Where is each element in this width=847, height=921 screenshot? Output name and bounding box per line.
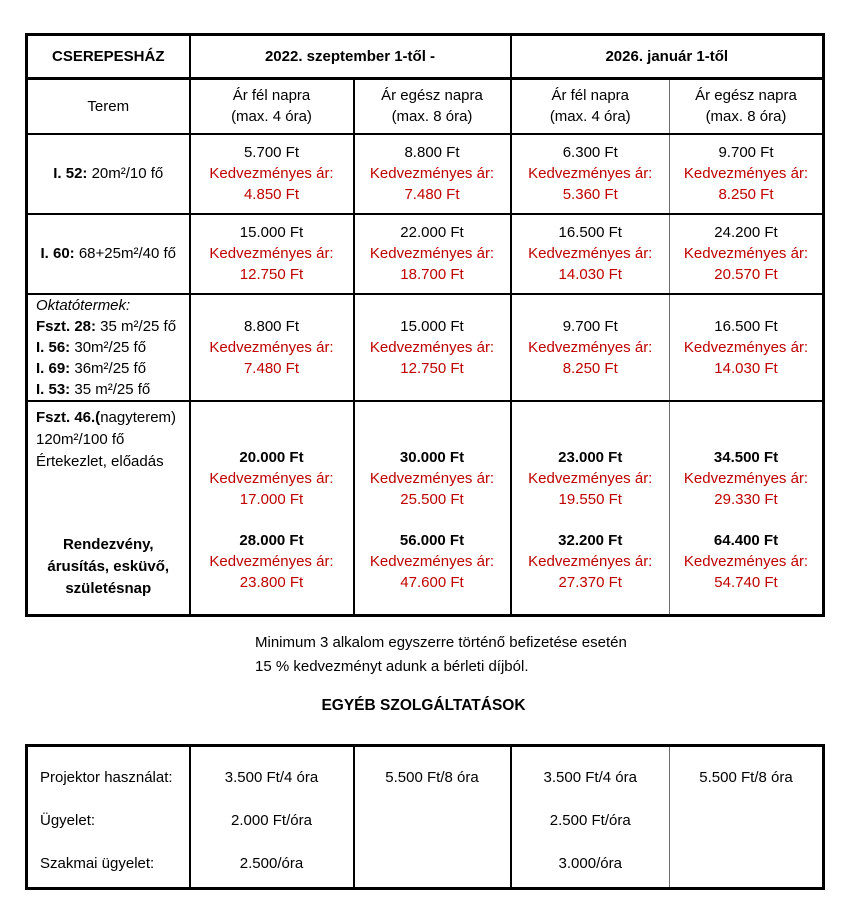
room-group-title: Oktatótermek: [36,296,131,314]
discount-label: Kedvezményes ár: [209,165,334,182]
discount-label: Kedvezményes ár: [209,338,334,356]
half-day-label: Ár fél napra [551,87,630,105]
discount-price: 54.740 Ft [714,573,778,591]
service-price: 3.500 Ft/4 óra [543,769,637,786]
service-price: 5.500 Ft/8 óra [385,769,479,786]
discount-label: Kedvezményes ár: [369,338,495,356]
discount-label: Kedvezményes ár: [209,245,334,262]
discount-price: 47.600 Ft [400,573,464,591]
table-row [27,294,824,401]
service-label: Ügyelet: [40,812,96,829]
half-day-sublabel: (max. 4 óra) [231,108,312,126]
price-table [25,33,825,617]
services-row [27,746,824,889]
price: 9.700 Ft [562,317,618,335]
half-day-label: Ár fél napra [232,87,311,105]
price-group [670,447,822,510]
period-2022-header: 2022. szeptember 1-től - [190,35,511,79]
discount-label: Kedvezményes ár: [528,338,653,356]
room-column-header: Terem [27,79,190,134]
price: 30.000 Ft [399,448,465,466]
room-spec: 20m²/10 fő [87,165,164,182]
room-id: I. 60: [40,245,75,262]
price: 16.500 Ft [558,224,622,241]
price: 9.700 Ft [718,144,774,161]
room-line: I. 56: 30m²/25 fő [36,338,147,356]
price-group [670,530,822,593]
table-title: CSEREPESHÁZ [27,35,190,79]
discount-label: Kedvezményes ár: [528,469,653,487]
price: 24.200 Ft [714,224,778,241]
price: 32.200 Ft [558,531,623,549]
price-group [512,447,670,510]
room-line: I. 53: 35 m²/25 fő [36,380,151,398]
event-types [28,534,189,600]
event-line: születésnap [65,579,152,597]
services-table [25,744,825,890]
note-line: Minimum 3 alkalom egyszerre történő befizetése esetén [255,634,627,651]
service-price: 3.500 Ft/4 óra [224,769,319,786]
discount-price: 27.370 Ft [558,573,622,591]
room-id: I. 52: [53,165,88,182]
discount-price: 19.550 Ft [558,490,622,508]
discount-price: 18.700 Ft [400,266,464,283]
discount-price: 20.570 Ft [714,266,778,283]
full-day-header-2026 [670,79,824,134]
service-prices-2022-full [354,746,511,889]
discount-price: 5.360 Ft [562,186,618,203]
service-price [670,799,822,842]
note-line: 15 % kedvezményt adunk a bérleti díjból. [255,658,529,675]
service-prices-2022-half [190,746,354,889]
price: 64.400 Ft [713,531,779,549]
price-cell [190,294,354,401]
discount-price: 14.030 Ft [714,359,778,377]
discount-label: Kedvezményes ár: [528,552,653,570]
price-cell [511,214,670,294]
half-day-header-2026 [511,79,670,134]
service-price [355,842,510,885]
discount-price: 8.250 Ft [718,186,774,203]
column-header-row [27,79,824,134]
full-day-sublabel: (max. 8 óra) [391,108,473,126]
service-price: 5.500 Ft/8 óra [699,769,793,786]
discount-price: 12.750 Ft [239,266,304,283]
price-cell [354,401,511,616]
discount-price: 23.800 Ft [239,573,304,591]
room-label [27,214,190,294]
price: 23.000 Ft [558,448,623,466]
price: 8.800 Ft [243,317,300,335]
table-header-row [27,35,824,79]
price: 34.500 Ft [713,448,779,466]
table-row [27,134,824,214]
table-row-large [27,401,824,616]
price-cell [670,401,824,616]
discount-label: Kedvezményes ár: [369,245,495,262]
discount-label: Kedvezményes ár: [683,338,809,356]
discount-label: Kedvezményes ár: [683,165,809,182]
half-day-sublabel: (max. 4 óra) [549,108,631,126]
room-line: Fszt. 28: 35 m²/25 fő [36,317,177,335]
event-line: árusítás, esküvő, [47,557,170,575]
service-prices-2026-half [511,746,670,889]
price-group [355,530,510,593]
full-day-header-2022 [354,79,511,134]
discount-price: 29.330 Ft [714,490,778,508]
room-label [27,401,190,616]
service-label: Projektor használat: [40,769,173,786]
service-label: Szakmai ügyelet: [40,855,155,872]
full-day-label: Ár egész napra [381,87,483,105]
room-spec: 68+25m²/40 fő [74,245,176,262]
room-label [27,294,190,401]
price-cell [190,214,354,294]
price: 15.000 Ft [239,224,304,241]
discount-label: Kedvezményes ár: [369,165,495,182]
price-cell [354,134,511,214]
discount-label: Kedvezményes ár: [528,245,653,262]
discount-price: 8.250 Ft [562,359,618,377]
discount-label: Kedvezményes ár: [528,165,653,182]
price-cell [511,294,670,401]
room-description [28,402,189,473]
room-label [27,134,190,214]
room-line: Értekezlet, előadás [36,452,164,470]
price-cell [354,294,511,401]
price: 22.000 Ft [400,224,464,241]
discount-price: 7.480 Ft [243,359,300,377]
price: 15.000 Ft [400,317,464,335]
full-day-label: Ár egész napra [695,87,797,105]
price-group [191,447,353,510]
price: 8.800 Ft [404,144,460,161]
price: 16.500 Ft [714,317,778,335]
price-group [191,530,353,593]
service-price: 3.000/óra [558,855,622,872]
price-cell [190,134,354,214]
price: 6.300 Ft [562,144,618,161]
discount-label: Kedvezményes ár: [209,469,334,487]
discount-note [255,631,627,679]
services-heading: EGYÉB SZOLGÁLTATÁSOK [321,697,526,714]
room-line: Fszt. 46.(nagyterem) [36,408,177,426]
room-line: I. 69: 36m²/25 fő [36,359,147,377]
discount-label: Kedvezményes ár: [683,552,809,570]
discount-price: 14.030 Ft [558,266,622,283]
price-cell [354,214,511,294]
service-price [355,799,510,842]
price-cell [670,134,824,214]
event-line: Rendezvény, [62,535,154,553]
price-cell [511,401,670,616]
discount-label: Kedvezményes ár: [369,469,495,487]
half-day-header-2022 [190,79,354,134]
table-row [27,214,824,294]
price-cell [511,134,670,214]
price-group [512,530,670,593]
service-price: 2.500/óra [239,855,304,872]
price-cell [670,214,824,294]
price-group [355,447,510,510]
price: 56.000 Ft [399,531,465,549]
service-labels [27,746,190,889]
discount-price: 12.750 Ft [400,359,464,377]
discount-label: Kedvezményes ár: [369,552,495,570]
discount-label: Kedvezményes ár: [683,245,809,262]
discount-label: Kedvezményes ár: [683,469,809,487]
room-line: 120m²/100 fő [36,430,125,448]
full-day-sublabel: (max. 8 óra) [705,108,787,126]
service-price: 2.500 Ft/óra [549,812,631,829]
price-cell [190,401,354,616]
price: 28.000 Ft [239,531,304,549]
service-price [670,842,822,885]
discount-label: Kedvezményes ár: [209,552,334,570]
period-2026-header: 2026. január 1-től [511,35,824,79]
price: 20.000 Ft [239,448,304,466]
discount-price: 25.500 Ft [400,490,464,508]
service-prices-2026-full [670,746,824,889]
discount-price: 4.850 Ft [243,186,300,203]
price: 5.700 Ft [243,144,300,161]
price-cell [670,294,824,401]
discount-price: 7.480 Ft [404,186,460,203]
discount-price: 17.000 Ft [239,490,304,508]
service-price: 2.000 Ft/óra [231,812,312,829]
